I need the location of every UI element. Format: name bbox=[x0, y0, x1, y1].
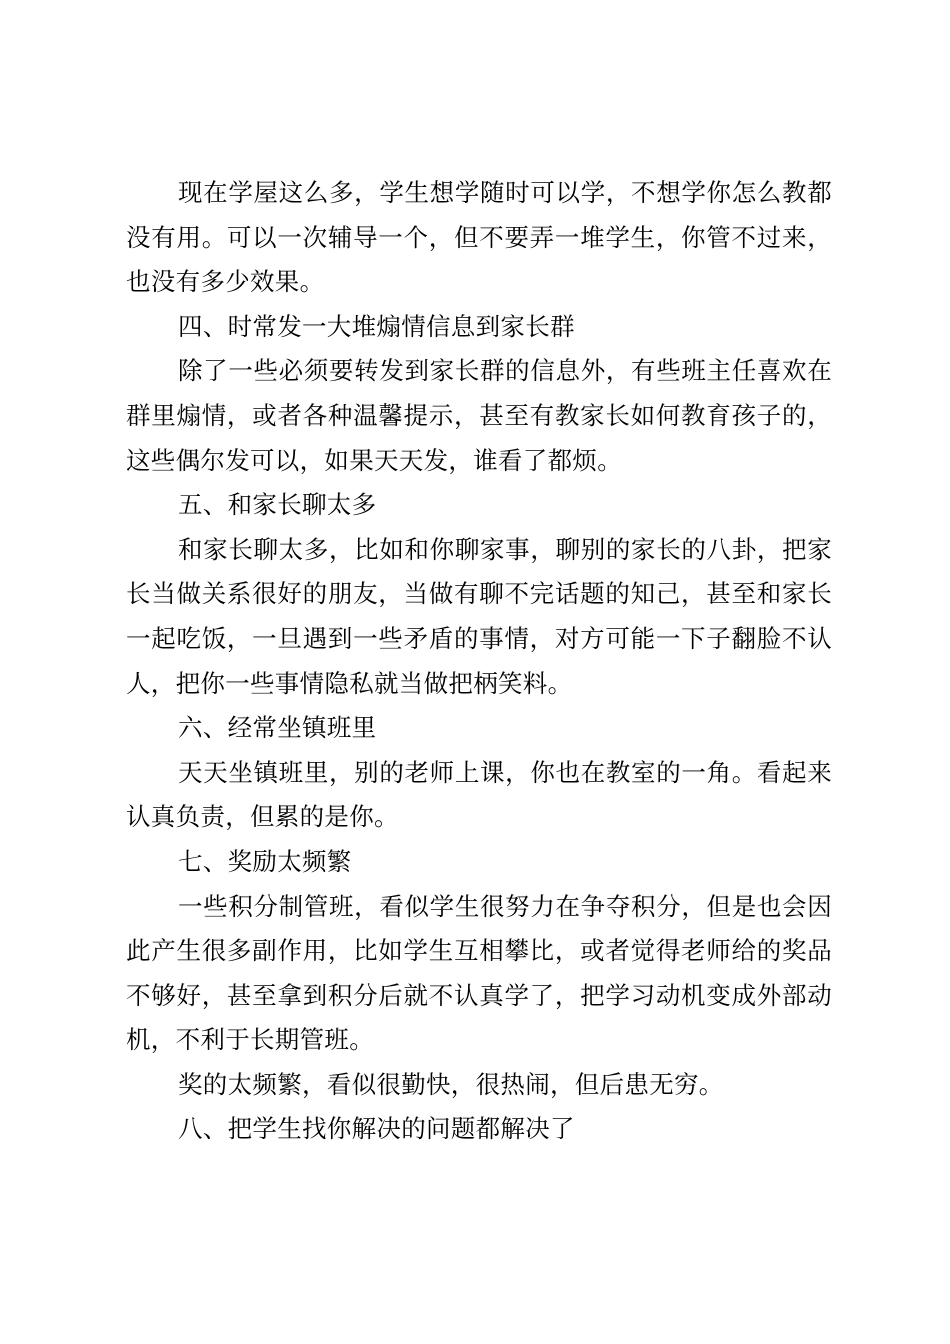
section-heading-8: 八、把学生找你解决的问题都解决了 bbox=[178, 1114, 575, 1144]
document-body bbox=[126, 171, 832, 1152]
section-heading-5: 五、和家长聊太多 bbox=[178, 490, 377, 520]
section-heading-4: 四、时常发一大堆煽情信息到家长群 bbox=[178, 311, 575, 341]
paragraph-1: 现在学屋这么多，学生想学随时可以学，不想学你怎么教都没有用。可以一次辅导一个，但不要弄一堆学生，你管不过来，也没有多少效果。 bbox=[126, 178, 832, 297]
paragraph-4: 天天坐镇班里，别的老师上课，你也在教室的一角。看起来认真负责，但累的是你。 bbox=[126, 757, 832, 832]
paragraph-2: 除了一些必须要转发到家长群的信息外，有些班主任喜欢在群里煽情，或者各种温馨提示，甚至有教家长如何教育孩子的，这些偶尔发可以，如果天天发，谁看了都烦。 bbox=[126, 356, 832, 475]
section-heading-7: 七、奖励太频繁 bbox=[178, 846, 352, 876]
section-heading-6: 六、经常坐镇班里 bbox=[178, 713, 377, 743]
paragraph-5: 一些积分制管班，看似学生很努力在争夺积分，但是也会因此产生很多副作用，比如学生互相攀比，或者觉得老师给的奖品不够好，甚至拿到积分后就不认真学了，把学习动机变成外部动机，不利于长期管班。 bbox=[126, 891, 832, 1055]
paragraph-6: 奖的太频繁，看似很勤快，很热闹，但后患无穷。 bbox=[178, 1069, 724, 1099]
paragraph-3: 和家长聊太多，比如和你聊家事，聊别的家长的八卦，把家长当做关系很好的朋友，当做有聊不完话题的知己，甚至和家长一起吃饭，一旦遇到一些矛盾的事情，对方可能一下子翻脸不认人，把你一些事情隐私就当做把柄笑料。 bbox=[126, 534, 832, 698]
